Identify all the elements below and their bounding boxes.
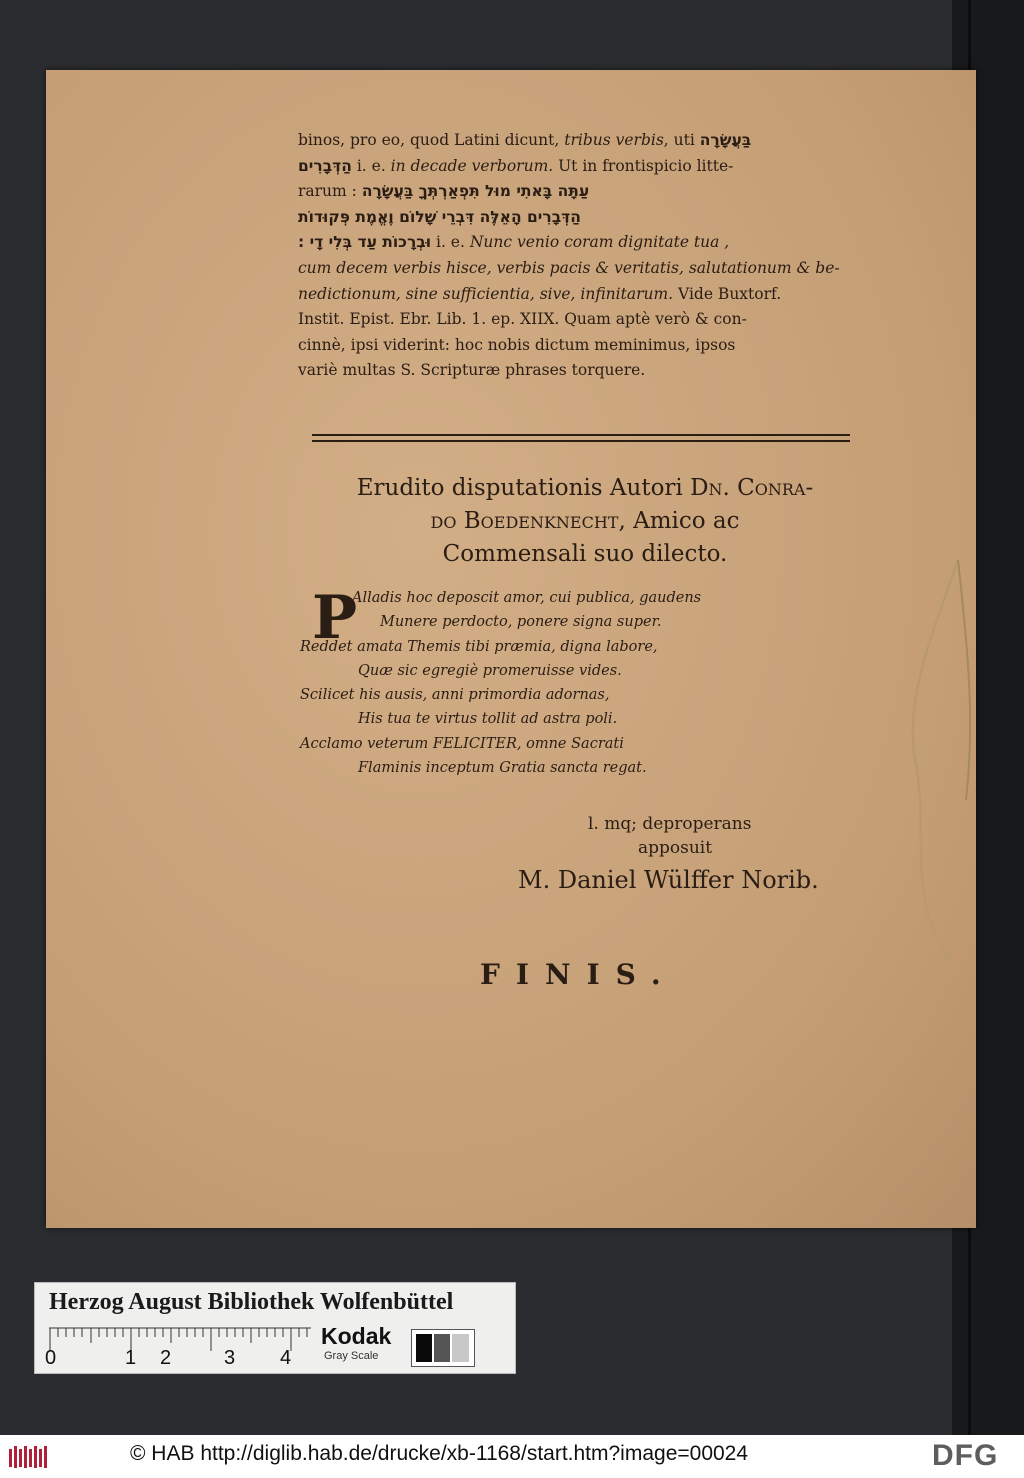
light-gray-patch bbox=[452, 1334, 469, 1362]
heading-line-3: Commensali suo dilecto. bbox=[442, 541, 728, 567]
note-line-8: Instit. Epist. Ebr. Lib. 1. ep. XIIX. Quam aptè verò & con- bbox=[298, 310, 747, 329]
note-line-6: cum decem verbis hisce, verbis pacis & veritatis, salutationum & be- bbox=[298, 258, 840, 277]
drop-cap: P bbox=[312, 583, 358, 653]
library-name: Herzog August Bibliothek Wolfenbüttel bbox=[49, 1289, 454, 1315]
color-calibration-label bbox=[34, 1282, 516, 1374]
finis-mark: FINIS. bbox=[480, 958, 677, 991]
dark-gray-patch bbox=[434, 1334, 450, 1362]
note-line-10: variè multas S. Scripturæ phrases torquere. bbox=[298, 361, 646, 380]
black-patch bbox=[416, 1334, 432, 1362]
heading-line-2: do Boedenknecht, Amico ac bbox=[430, 508, 740, 534]
poem-line: Munere perdocto, ponere signa super. bbox=[380, 614, 662, 631]
ruler-scale bbox=[49, 1327, 311, 1353]
note-line-9: cinnè, ipsi viderint: hoc nobis dictum meminimus, ipsos bbox=[298, 335, 736, 354]
double-rule-top bbox=[312, 434, 850, 436]
dedication-heading bbox=[300, 472, 870, 571]
dfg-logo: DFG bbox=[932, 1439, 999, 1472]
signature-author: M. Daniel Wülffer Norib. bbox=[518, 866, 819, 894]
poem-line: Reddet amata Themis tibi præmia, digna labore, bbox=[300, 638, 658, 655]
note-line-5: וּבְרָכוֹת עַד בְּלִי דָי : i. e. Nunc venio coram dignitate tua , bbox=[298, 233, 730, 252]
signature-line-1: l. mq; deproperans bbox=[588, 814, 752, 834]
poem-line: His tua te virtus tollit ad astra poli. bbox=[358, 711, 618, 728]
footnote-text bbox=[298, 128, 860, 384]
note-line-1: binos, pro eo, quod Latini dicunt, tribus verbis, uti בַּעֲשָׂרָה bbox=[298, 131, 752, 149]
poem-line: Acclamo veterum FELICITER, omne Sacrati bbox=[300, 735, 624, 752]
copyright-url[interactable]: © HAB http://diglib.hab.de/drucke/xb-1168/start.htm?image=00024 bbox=[130, 1442, 749, 1465]
gray-scale-caption: Gray Scale bbox=[324, 1350, 379, 1362]
viewer-footer bbox=[0, 1435, 1024, 1478]
heading-line-1: Erudito disputationis Autori Dn. Conra- bbox=[356, 475, 814, 501]
poem-line: Scilicet his ausis, anni primordia adornas, bbox=[300, 687, 610, 704]
gray-scale-patches bbox=[411, 1329, 475, 1367]
note-line-4: הַדְּבָרִים הָאֵלֶּה דִּבְרֵי שָׁלוֹם וֶאֱמֶת פְּקוּדוֹת bbox=[298, 207, 581, 226]
poem-line: Flaminis inceptum Gratia sancta regat. bbox=[358, 760, 647, 777]
note-line-2: הַדְּבָרִים i. e. in decade verborum. Ut in frontispicio litte- bbox=[298, 156, 734, 175]
poem-line: Alladis hoc deposcit amor, cui publica, gaudens bbox=[352, 590, 702, 606]
ruler-number: 2 bbox=[160, 1347, 172, 1369]
poem-line: Quæ sic egregiè promeruisse vides. bbox=[358, 662, 622, 679]
ruler-number: 4 bbox=[280, 1347, 292, 1369]
kodak-brand: Kodak bbox=[321, 1323, 392, 1349]
ruler-number: 3 bbox=[224, 1347, 236, 1369]
note-line-3: rarum : עַתָּה בָּאתִי מוּל תִּפְאַרְתְּךָ בַּעֲשָׂרָה bbox=[298, 182, 590, 201]
dedication-poem bbox=[300, 583, 760, 780]
ruler-number: 0 bbox=[45, 1347, 57, 1369]
note-line-7: nedictionum, sine sufficientia, sive, infinitarum. Vide Buxtorf. bbox=[298, 284, 782, 303]
double-rule-bottom bbox=[312, 440, 850, 442]
signature-line-2: apposuit bbox=[638, 838, 713, 858]
hab-logo-icon bbox=[8, 1443, 48, 1471]
ruler-number: 1 bbox=[125, 1347, 137, 1369]
